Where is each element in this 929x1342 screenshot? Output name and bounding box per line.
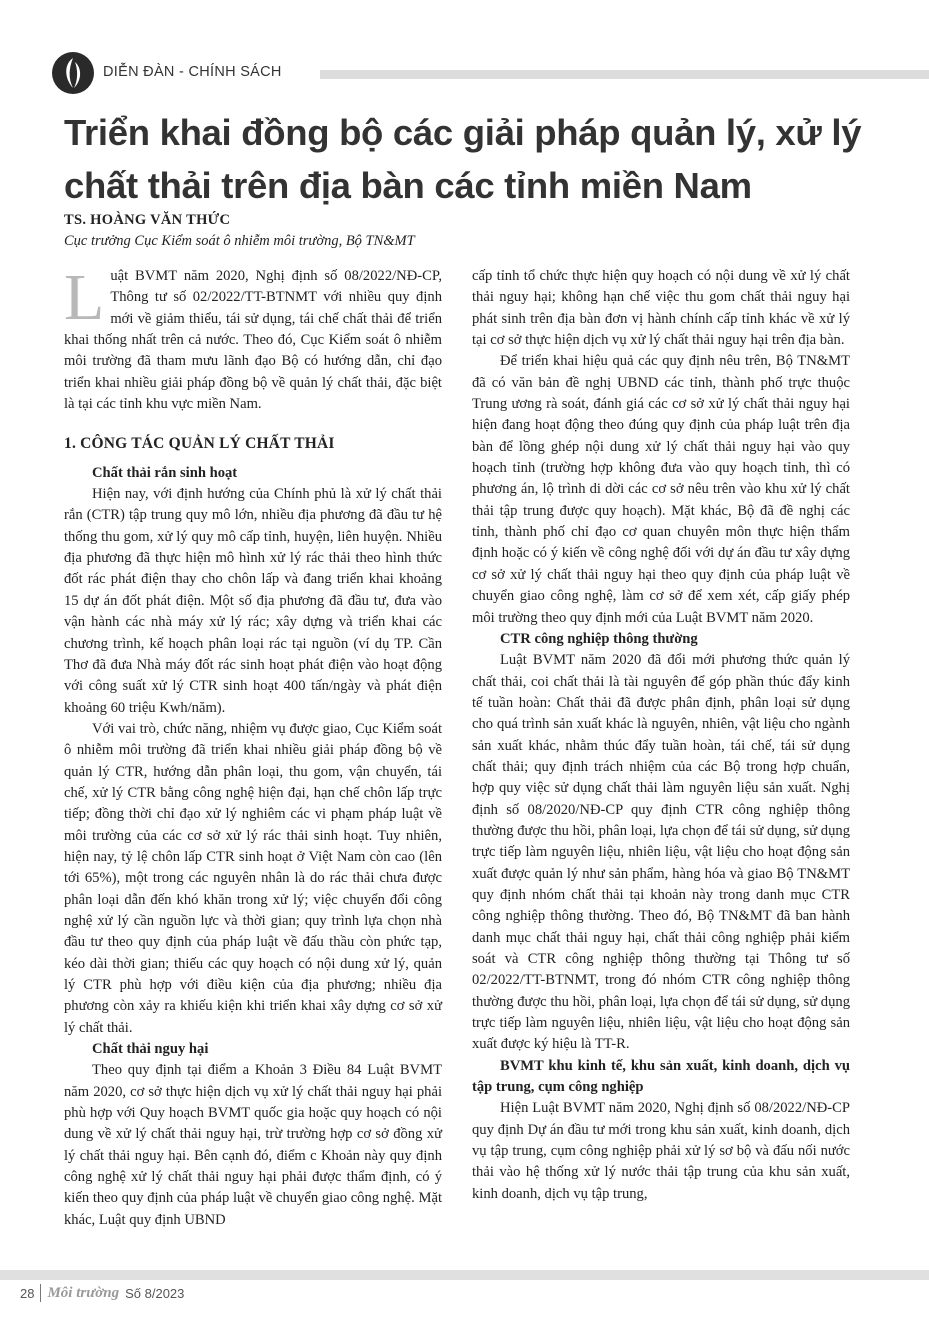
drop-cap: L xyxy=(64,261,105,334)
intro-text: uật BVMT năm 2020, Nghị định số 08/2022/NĐ-CP, Thông tư số 02/2022/TT-BTNMT với nhiều quy định mới về giảm thiểu, tái sử dụng, tái chế chất thải để triển khai thống nhất trên cả nước. Theo đó, Cục Kiểm soát ô nhiễm môi trường đã tham mưu lãnh đạo Bộ có hướng dẫn, chỉ đạo triển khai nhiều giải pháp đồng bộ về quản lý chất thải, đặc biệt là tại các tỉnh khu vực miền Nam. xyxy=(64,268,442,413)
section-label: DIỄN ĐÀN - CHÍNH SÁCH xyxy=(103,64,282,80)
author-role: Cục trưởng Cục Kiểm soát ô nhiễm môi trường, Bộ TN&MT xyxy=(64,233,415,249)
magazine-name: Môi trường xyxy=(47,1284,120,1301)
page-footer xyxy=(20,1282,184,1304)
issue-number: Số 8/2023 xyxy=(125,1285,185,1301)
footer-divider xyxy=(40,1284,41,1302)
leaf-logo-icon xyxy=(50,50,96,96)
header-bar xyxy=(320,70,929,79)
article-title: Triển khai đồng bộ các giải pháp quản lý, xử lý chất thải trên địa bàn các tỉnh miền Nam xyxy=(64,112,862,206)
paragraph: Theo quy định tại điểm a Khoản 3 Điều 84 Luật BVMT năm 2020, cơ sở thực hiện dịch vụ xử lý chất thải nguy hại phải phù hợp với Quy hoạch BVMT quốc gia hoặc quy hoạch có nội dung về xử lý chất thải nguy hại, trừ trường hợp cơ sở đồng xử lý chất thải nguy hại. Bên cạnh đó, điểm c Khoản này quy định công nghệ xử lý chất thải nguy hại phải được thẩm định, có ý kiến theo quy định của pháp luật về chuyển giao công nghệ. Mặt khác, Luật quy định UBND xyxy=(64,1062,442,1228)
subheading-industrial-zones: BVMT khu kinh tế, khu sản xuất, kinh doanh, dịch vụ tập trung, cụm công nghiệp xyxy=(472,1057,850,1096)
paragraph: Để triển khai hiệu quả các quy định nêu trên, Bộ TN&MT đã có văn bản đề nghị UBND các tỉnh, thành phố trực thuộc Trung ương rà soát, đánh giá các cơ sở xử lý chất thải nguy hại hiện đang hoạt động theo đúng quy định của pháp luật trên địa bàn để lồng ghép nội dung xử lý chất thải nguy hại vào quy hoạch tỉnh (trường hợp không đưa vào quy hoạch tỉnh, thì có phương án, lộ trình di dời các cơ sở nêu trên vào khu xử lý chất thải tập trung được quy hoạch). Mặt khác, Bộ đã đề nghị các tỉnh, thành phố chỉ đạo cơ quan chuyên môn thực hiện thẩm định hoặc có ý kiến về công nghệ đối với dự án đầu tư xây dựng cơ sở xử lý chất thải nguy hại theo quy định của pháp luật về chuyển giao công nghệ, làm cơ sở để xem xét, cấp giấy phép môi trường theo quy định mới của Luật BVMT năm 2020. xyxy=(472,353,850,626)
paragraph: cấp tỉnh tổ chức thực hiện quy hoạch có nội dung về xử lý chất thải nguy hại; không hạn chế việc thu gom chất thải nguy hại phát sinh trên địa bàn đơn vị hành chính cấp tỉnh khác về xử lý tại cơ sở thực hiện dịch vụ xử lý chất thải nguy hại trên địa bàn. xyxy=(472,268,850,349)
paragraph: Với vai trò, chức năng, nhiệm vụ được giao, Cục Kiểm soát ô nhiễm môi trường đã triển khai nhiều giải pháp đồng bộ về quản lý CTR, hướng dẫn phân loại, thu gom, vận chuyển, tái chế, xử lý CTR bằng công nghệ hiện đại, hạn chế chôn lấp trực tiếp; đồng thời chỉ đạo xử lý nghiêm các vi phạm pháp luật về môi trường của các cơ sở xử lý rác thải sinh hoạt. Tuy nhiên, hiện nay, tỷ lệ chôn lấp CTR sinh hoạt ở Việt Nam còn cao (lên tới 65%), một trong các nguyên nhân là do rác thải chưa được phân loại dẫn đến khó khăn trong xử lý; việc chuyển đổi công nghệ xử lý cần nguồn lực và thời gian; quy trình lựa chọn nhà đầu tư theo quy định của pháp luật về đấu thầu còn phức tạp, kéo dài thời gian; thiếu các quy hoạch có nội dung xử lý, quản lý CTR phù hợp với điều kiện của địa phương; nhiều địa phương còn xảy ra khiếu kiện khi triển khai xây dựng cơ sở xử lý chất thải. xyxy=(64,720,442,1036)
footer-bar xyxy=(0,1270,929,1280)
intro-paragraph xyxy=(64,261,442,415)
subheading-industrial-waste: CTR công nghiệp thông thường xyxy=(500,630,698,647)
subheading-hazardous-waste: Chất thải nguy hại xyxy=(92,1041,209,1058)
paragraph: Luật BVMT năm 2020 đã đổi mới phương thức quản lý chất thải, coi chất thải là tài nguyên để góp phần thúc đẩy kinh tế tuần hoàn: Chất thải đã được phân định, phân loại sử dụng cho quá trình sản xuất khác là nguyên, nhiên, vật liệu cho ngành sản xuất khác, nhằm thúc đẩy tuần hoàn, tái chế, tái sử dụng chất thải; quy định trách nhiệm của các Bộ trong hợp chuẩn, hợp quy việc sử dụng chất thải làm nguyên liệu sản xuất. Nghị định số 08/2020/NĐ-CP quy định CTR công nghiệp thông thường được thu hồi, phân loại, lựa chọn để tái sử dụng, sử dụng trực tiếp làm nguyên liệu, nhiên liệu, vật liệu cho hoạt động sản xuất được quản lý như sản phẩm, hàng hóa và giao Bộ TN&MT quy định nhóm chất thải tại khoản này trong danh mục CTR công nghiệp thông thường. Theo đó, Bộ TN&MT đã ban hành danh mục chất thải nguy hại, chất thải công nghiệp phải kiểm soát và CTR công nghiệp thông thường tại Thông tư số 02/2022/TT-BTNMT, trong đó nhóm CTR công nghiệp thông thường được thu hồi, phân loại, lựa chọn để tái sử dụng, sử dụng trực tiếp làm nguyên liệu, nhiên liệu, vật liệu cho hoạt động sản xuất được ký hiệu là TT-R. xyxy=(472,652,850,1053)
magazine-logo xyxy=(50,50,96,96)
section-heading-1: 1. CÔNG TÁC QUẢN LÝ CHẤT THẢI xyxy=(64,435,335,453)
paragraph: Hiện Luật BVMT năm 2020, Nghị định số 08/2022/NĐ-CP quy định Dự án đầu tư mới trong khu sản xuất, kinh doanh, dịch vụ tập trung, cụm công nghiệp phải xử lý sơ bộ và đấu nối nước thải vào hệ thống xử lý nước thải tập trung của khu sản xuất, kinh doanh, dịch vụ tập trung, xyxy=(472,1100,850,1202)
left-column xyxy=(64,261,442,1231)
paragraph: Hiện nay, với định hướng của Chính phủ là xử lý chất thải rắn (CTR) tập trung quy mô lớn, nhiều địa phương đã đầu tư hệ thống thu gom, xử lý quy mô cấp tỉnh, huyện, liên huyện. Nhiều địa phương đã thực hiện mô hình xử lý rác thải theo hình thức đốt rác phát điện thay cho chôn lấp và đang triển khai khoảng 15 dự án đốt phát điện. Một số địa phương đã đầu tư, đưa vào vận hành các nhà máy xử lý rác; xây dựng và triển khai các chương trình, kế hoạch phân loại rác tại nguồn (ví dụ TP. Cần Thơ đã đưa Nhà máy đốt rác sinh hoạt phát điện vào hoạt động với công suất xử lý CTR sinh hoạt 400 tấn/ngày và phát điện khoảng 60 triệu Kwh/năm). xyxy=(64,486,442,716)
author-name: TS. HOÀNG VĂN THỨC xyxy=(64,212,231,228)
right-column xyxy=(472,266,850,1205)
page-number: 28 xyxy=(20,1285,35,1301)
subheading-domestic-waste: Chất thải rắn sinh hoạt xyxy=(92,464,238,481)
